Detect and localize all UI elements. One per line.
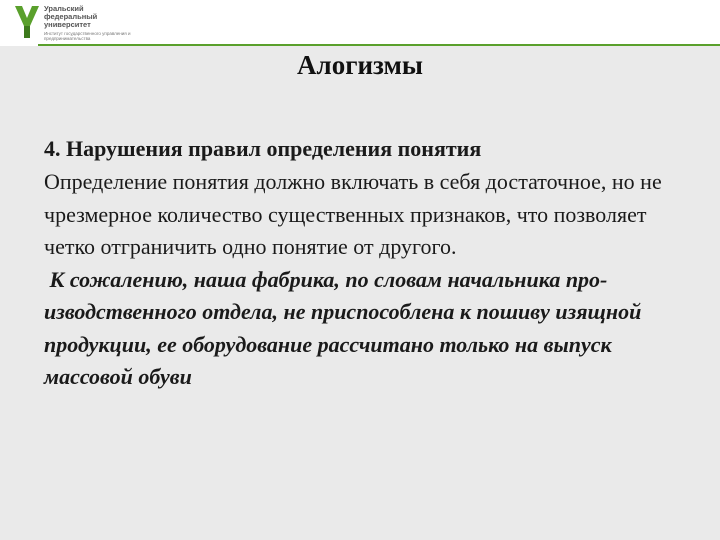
logo-name-line: университет xyxy=(44,20,91,29)
logo-name-line: федеральный xyxy=(44,12,98,21)
example-paragraph: К сожалению, наша фабрика, по словам начальника про-изводственного отдела, не приспособлена к пошиву изящной продукции, ее оборудование рассчитано только на выпуск массовой обуви xyxy=(44,266,647,389)
section-heading: 4. Нарушения правил определения понятия xyxy=(44,136,482,161)
slide-content xyxy=(44,134,684,394)
logo-name xyxy=(44,5,97,29)
slide-title: Алогизмы xyxy=(297,50,423,80)
header-divider xyxy=(38,44,720,46)
logo-subtitle: Институт государственного управления и предпринимательства xyxy=(44,31,131,41)
urfu-logo-icon xyxy=(14,4,40,40)
logo-name-line: Уральский xyxy=(44,4,84,13)
definition-paragraph: Определение понятия должно включать в себя достаточное, но не чрезмерное количество существенных признаков, что позволяет четко отграничить одно понятие от другого. xyxy=(44,169,662,259)
university-logo xyxy=(14,4,154,44)
